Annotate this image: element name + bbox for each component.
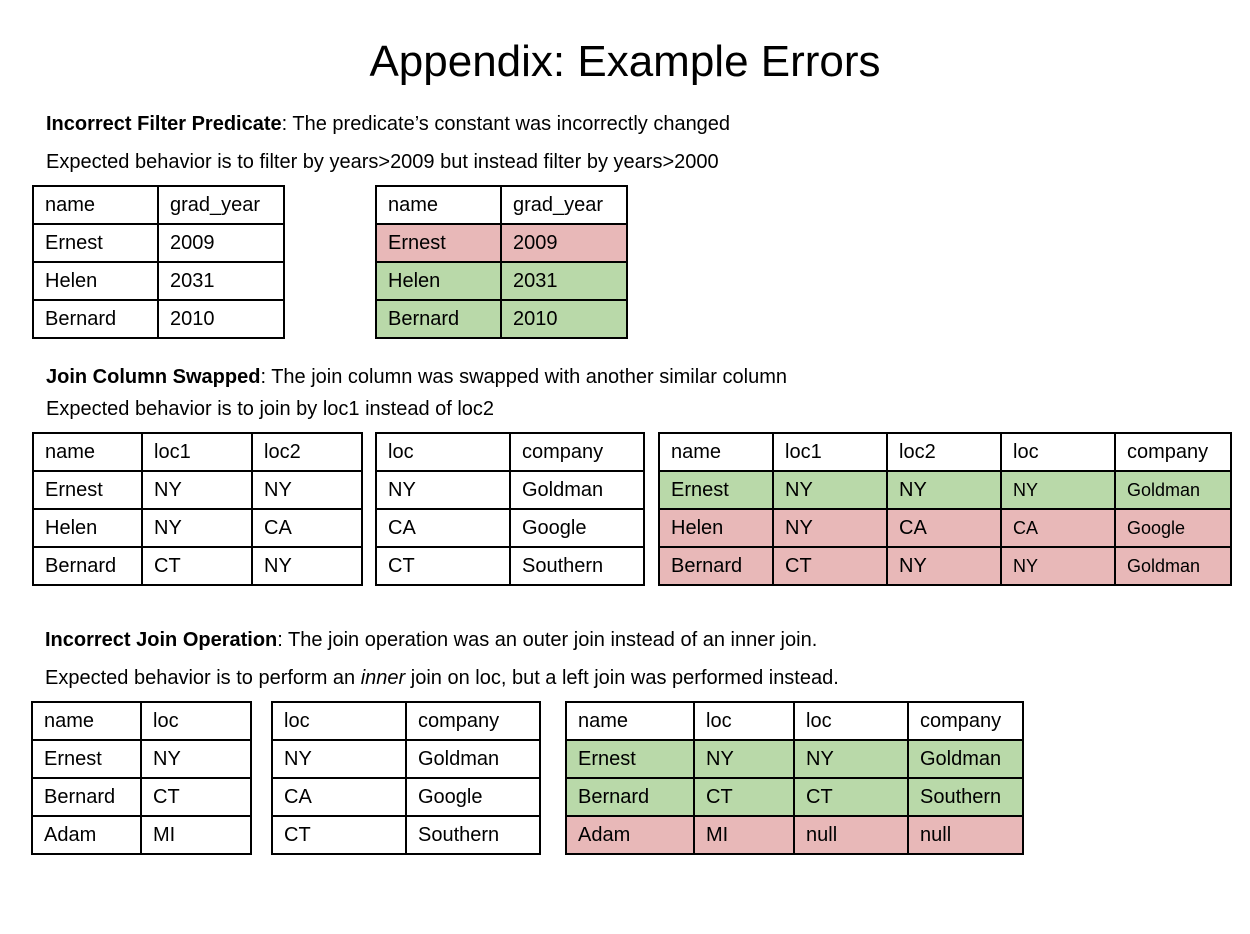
- table-cell: CA: [252, 509, 362, 547]
- header-cell: name: [566, 702, 694, 740]
- table-cell: Bernard: [33, 300, 158, 338]
- table-cell: Adam: [566, 816, 694, 854]
- table-row: [33, 471, 362, 509]
- table-cell: NY: [694, 740, 794, 778]
- table-row: [376, 471, 644, 509]
- table-row: [272, 778, 540, 816]
- table-cell: Helen: [33, 262, 158, 300]
- header-cell: grad_year: [158, 186, 284, 224]
- table-cell: Goldman: [406, 740, 540, 778]
- table-cell: MI: [694, 816, 794, 854]
- table-cell: NY: [794, 740, 908, 778]
- table-cell: Goldman: [1115, 547, 1231, 585]
- table-cell: NY: [142, 509, 252, 547]
- table-cell: Ernest: [33, 471, 142, 509]
- expected-text-emphasis: inner: [360, 667, 406, 689]
- table-cell: Bernard: [32, 778, 141, 816]
- header-cell: loc1: [142, 433, 252, 471]
- filter-input-table: [32, 185, 285, 339]
- table-cell: NY: [252, 471, 362, 509]
- table-cell: Helen: [376, 262, 501, 300]
- table-row: [272, 816, 540, 854]
- table-cell: Goldman: [908, 740, 1023, 778]
- join-column-output-table: [658, 432, 1232, 586]
- header-cell: grad_year: [501, 186, 627, 224]
- table-row: [33, 224, 284, 262]
- join-operation-output-table: [565, 701, 1024, 855]
- filter-output-table: [375, 185, 628, 339]
- table-cell: Ernest: [659, 471, 773, 509]
- table-row: [33, 547, 362, 585]
- table-cell: 2031: [158, 262, 284, 300]
- table-header-row: [33, 433, 362, 471]
- page-title: Appendix: Example Errors: [369, 37, 881, 86]
- section-filter-heading-line: [46, 111, 730, 137]
- table-row-incorrect: [566, 816, 1023, 854]
- table-cell: CT: [142, 547, 252, 585]
- header-cell: loc2: [887, 433, 1001, 471]
- table-cell: Ernest: [566, 740, 694, 778]
- section-heading: Incorrect Filter Predicate: [46, 113, 282, 135]
- table-cell: Google: [510, 509, 644, 547]
- section-join-column-heading-line: [46, 364, 787, 390]
- table-cell: NY: [376, 471, 510, 509]
- table-cell: NY: [887, 471, 1001, 509]
- table-cell: Goldman: [1115, 471, 1231, 509]
- header-cell: loc: [272, 702, 406, 740]
- table-row-correct: [566, 740, 1023, 778]
- table-cell: CT: [141, 778, 251, 816]
- table-cell: null: [908, 816, 1023, 854]
- table-header-row: [33, 186, 284, 224]
- section-filter-expected: Expected behavior is to filter by years>2009 but instead filter by years>2000: [46, 151, 719, 173]
- table-row: [33, 300, 284, 338]
- header-cell: name: [32, 702, 141, 740]
- table-cell: Ernest: [32, 740, 141, 778]
- table-cell: NY: [773, 471, 887, 509]
- table-row: [32, 740, 251, 778]
- table-row-incorrect: [659, 509, 1231, 547]
- section-join-operation-heading-line: [45, 627, 817, 653]
- table-cell: CA: [1001, 509, 1115, 547]
- table-cell: NY: [272, 740, 406, 778]
- table-cell: Ernest: [33, 224, 158, 262]
- table-cell: Bernard: [566, 778, 694, 816]
- header-cell: loc: [1001, 433, 1115, 471]
- expected-text-after: join on loc, but a left join was performed instead.: [405, 667, 839, 689]
- header-cell: loc1: [773, 433, 887, 471]
- join-operation-left-table: [31, 701, 252, 855]
- table-cell: 2010: [158, 300, 284, 338]
- table-row: [376, 509, 644, 547]
- table-cell: Google: [1115, 509, 1231, 547]
- table-cell: CT: [272, 816, 406, 854]
- section-join-operation-expected: [45, 665, 839, 691]
- table-cell: CT: [376, 547, 510, 585]
- header-cell: company: [510, 433, 644, 471]
- table-cell: null: [794, 816, 908, 854]
- table-cell: Bernard: [659, 547, 773, 585]
- section-description: : The join operation was an outer join instead of an inner join.: [277, 629, 818, 651]
- table-cell: 2009: [501, 224, 627, 262]
- table-cell: 2031: [501, 262, 627, 300]
- table-cell: Ernest: [376, 224, 501, 262]
- table-cell: CA: [887, 509, 1001, 547]
- header-cell: name: [33, 186, 158, 224]
- header-cell: name: [659, 433, 773, 471]
- table-header-row: [566, 702, 1023, 740]
- table-row-correct: [376, 262, 627, 300]
- header-cell: name: [33, 433, 142, 471]
- table-cell: Southern: [908, 778, 1023, 816]
- table-row: [33, 509, 362, 547]
- table-cell: CT: [773, 547, 887, 585]
- header-cell: loc: [794, 702, 908, 740]
- table-cell: NY: [773, 509, 887, 547]
- section-heading: Incorrect Join Operation: [45, 629, 278, 651]
- section-description: : The predicate’s constant was incorrectly changed: [281, 113, 731, 135]
- table-cell: NY: [252, 547, 362, 585]
- table-cell: Southern: [406, 816, 540, 854]
- table-header-row: [376, 433, 644, 471]
- table-cell: MI: [141, 816, 251, 854]
- join-column-right-table: [375, 432, 645, 586]
- table-cell: CA: [376, 509, 510, 547]
- table-cell: NY: [141, 740, 251, 778]
- table-cell: 2009: [158, 224, 284, 262]
- header-cell: company: [406, 702, 540, 740]
- header-cell: company: [1115, 433, 1231, 471]
- table-row: [33, 262, 284, 300]
- table-cell: CA: [272, 778, 406, 816]
- header-cell: loc: [141, 702, 251, 740]
- table-cell: CT: [694, 778, 794, 816]
- join-column-left-table: [32, 432, 363, 586]
- table-cell: NY: [887, 547, 1001, 585]
- table-cell: Helen: [33, 509, 142, 547]
- table-cell: 2010: [501, 300, 627, 338]
- table-row-correct: [566, 778, 1023, 816]
- table-cell: Bernard: [376, 300, 501, 338]
- header-cell: loc2: [252, 433, 362, 471]
- table-header-row: [272, 702, 540, 740]
- table-row: [32, 778, 251, 816]
- table-row-correct: [376, 300, 627, 338]
- expected-text-before: Expected behavior is to perform an: [45, 667, 361, 689]
- header-cell: loc: [694, 702, 794, 740]
- table-header-row: [32, 702, 251, 740]
- table-cell: Bernard: [33, 547, 142, 585]
- table-header-row: [376, 186, 627, 224]
- table-row: [32, 816, 251, 854]
- section-description: : The join column was swapped with another similar column: [260, 366, 787, 388]
- table-row-incorrect: [376, 224, 627, 262]
- table-cell: Google: [406, 778, 540, 816]
- table-row: [376, 547, 644, 585]
- table-row-incorrect: [659, 547, 1231, 585]
- header-cell: loc: [376, 433, 510, 471]
- table-cell: Southern: [510, 547, 644, 585]
- header-cell: name: [376, 186, 501, 224]
- table-cell: Helen: [659, 509, 773, 547]
- section-join-column-expected: Expected behavior is to join by loc1 instead of loc2: [46, 398, 495, 420]
- table-cell: Goldman: [510, 471, 644, 509]
- table-header-row: [659, 433, 1231, 471]
- table-cell: NY: [1001, 471, 1115, 509]
- join-operation-right-table: [271, 701, 541, 855]
- table-cell: CT: [794, 778, 908, 816]
- table-cell: Adam: [32, 816, 141, 854]
- section-heading: Join Column Swapped: [46, 366, 261, 388]
- table-row: [272, 740, 540, 778]
- table-cell: NY: [1001, 547, 1115, 585]
- header-cell: company: [908, 702, 1023, 740]
- table-row-correct: [659, 471, 1231, 509]
- table-cell: NY: [142, 471, 252, 509]
